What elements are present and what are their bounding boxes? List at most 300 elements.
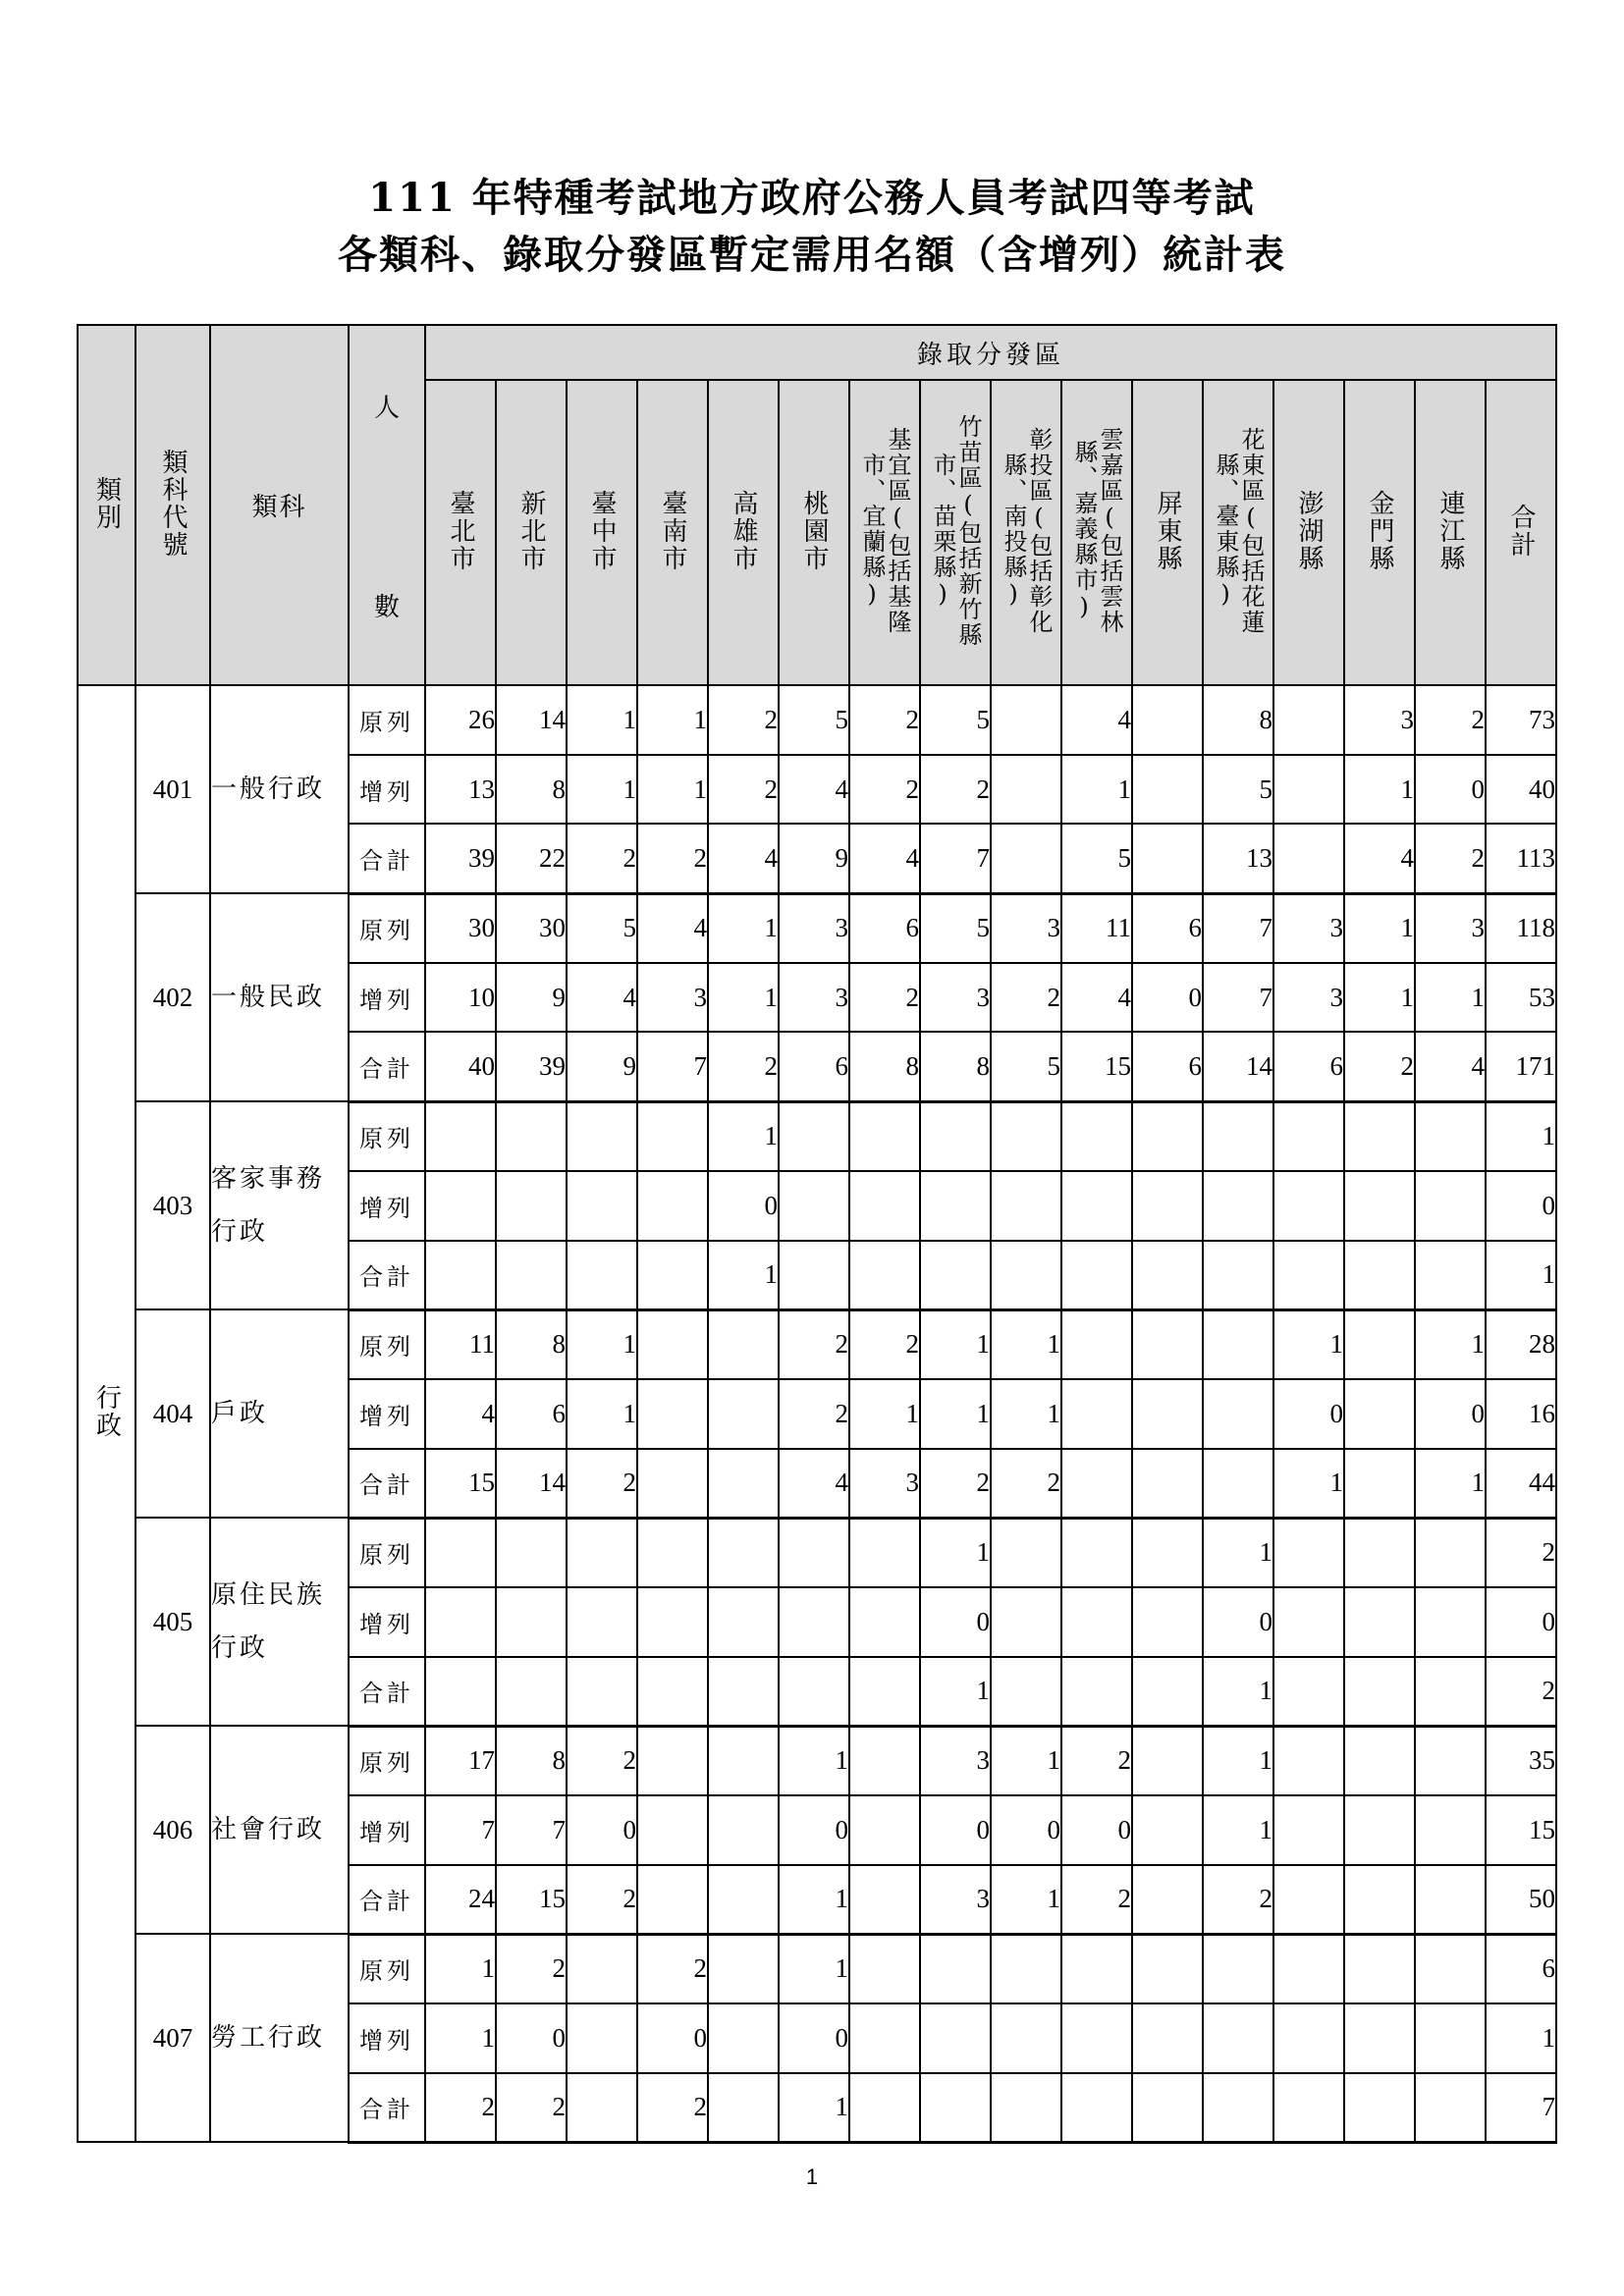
quota-cell: [1273, 1726, 1344, 1795]
quota-cell: [567, 1518, 637, 1587]
quota-cell: 1: [1344, 963, 1415, 1033]
quota-cell: [496, 1587, 567, 1657]
row-type-label: 增列: [349, 963, 425, 1033]
quota-cell: [496, 1657, 567, 1727]
quota-cell: 2: [1061, 1865, 1132, 1935]
quota-cell: [779, 1241, 849, 1310]
quota-cell: 14: [496, 1449, 567, 1519]
quota-cell: 1: [1486, 1101, 1556, 1171]
quota-cell: [1132, 1241, 1203, 1310]
header-region-label: 臺南市: [658, 489, 687, 572]
quota-cell: 2: [567, 824, 637, 893]
header-subject: 類科: [210, 325, 349, 685]
document-title-line2: 各類科、錄取分發區暫定需用名額（含增列）統計表: [338, 232, 1286, 278]
quota-cell: 2: [708, 755, 779, 825]
header-region-label: 彰投區(包括彰化縣、南投縣): [1000, 426, 1053, 635]
table-row: [78, 1518, 1556, 1587]
quota-cell: 118: [1486, 893, 1556, 963]
header-region-label: 臺北市: [446, 489, 475, 572]
quota-cell: [567, 2003, 637, 2073]
quota-cell: [1415, 1101, 1486, 1171]
header-region-6: [849, 380, 920, 685]
quota-cell: [708, 1865, 779, 1935]
row-type-label: 合計: [349, 1657, 425, 1727]
quota-cell: [637, 1587, 708, 1657]
header-region-14: [1415, 380, 1486, 685]
quota-cell: [1132, 1657, 1203, 1727]
quota-cell: [496, 1171, 567, 1241]
quota-cell: 2: [1486, 1657, 1556, 1727]
header-region-4: [708, 380, 779, 685]
quota-cell: 1: [1486, 2003, 1556, 2073]
header-code: 類科代號: [135, 325, 210, 685]
quota-cell: [567, 2073, 637, 2143]
quota-cell: 1: [849, 1379, 920, 1449]
quota-cell: [849, 1587, 920, 1657]
quota-cell: [849, 2073, 920, 2143]
quota-cell: [1061, 2073, 1132, 2143]
quota-cell: [1132, 1726, 1203, 1795]
quota-cell: [1132, 1795, 1203, 1865]
quota-cell: [567, 1171, 637, 1241]
header-region-3: [637, 380, 708, 685]
quota-cell: [1203, 1171, 1273, 1241]
quota-cell: 1: [1061, 755, 1132, 825]
quota-cell: [1132, 1449, 1203, 1519]
quota-cell: [849, 1795, 920, 1865]
header-region-label: 高雄市: [729, 489, 758, 572]
quota-cell: [1273, 1171, 1344, 1241]
quota-cell: [637, 1309, 708, 1379]
quota-cell: [1061, 2003, 1132, 2073]
quota-cell: [637, 1101, 708, 1171]
quota-cell: 4: [1415, 1032, 1486, 1101]
header-count-top: 人: [373, 393, 400, 423]
quota-cell: [567, 1101, 637, 1171]
header-region-12: [1273, 380, 1344, 685]
quota-cell: [425, 1241, 496, 1310]
quota-cell: 7: [1486, 2073, 1556, 2143]
quota-cell: 5: [1203, 755, 1273, 825]
quota-cell: 6: [1132, 893, 1203, 963]
quota-cell: 2: [425, 2073, 496, 2143]
quota-cell: 14: [496, 685, 567, 755]
quota-cell: [920, 2073, 991, 2143]
quota-cell: [637, 1379, 708, 1449]
header-region-label: 連江縣: [1435, 489, 1465, 572]
quota-cell: [849, 2003, 920, 2073]
quota-cell: 24: [425, 1865, 496, 1935]
quota-cell: 1: [425, 1934, 496, 2003]
quota-cell: 50: [1486, 1865, 1556, 1935]
row-type-label: 增列: [349, 2003, 425, 2073]
quota-cell: [779, 1657, 849, 1727]
row-type-label: 原列: [349, 685, 425, 755]
header-region-label: 新北市: [516, 489, 546, 572]
quota-cell: [991, 1171, 1061, 1241]
quota-cell: [991, 1657, 1061, 1727]
quota-cell: 1: [779, 1934, 849, 2003]
quota-cell: 30: [425, 893, 496, 963]
quota-cell: 1: [1273, 1309, 1344, 1379]
header-region-label: 桃園市: [799, 489, 829, 572]
quota-cell: [425, 1657, 496, 1727]
quota-cell: 1: [779, 2073, 849, 2143]
quota-cell: 8: [496, 755, 567, 825]
quota-cell: 2: [637, 2073, 708, 2143]
quota-cell: [991, 824, 1061, 893]
quota-cell: [708, 1657, 779, 1727]
quota-cell: 6: [1132, 1032, 1203, 1101]
quota-cell: 1: [991, 1379, 1061, 1449]
quota-cell: 1: [637, 755, 708, 825]
quota-cell: [991, 755, 1061, 825]
quota-cell: 1: [920, 1657, 991, 1727]
header-region-label: 臺中市: [587, 489, 617, 572]
quota-cell: [1344, 1518, 1415, 1587]
quota-cell: 1: [991, 1309, 1061, 1379]
category-label: 行政: [91, 1384, 122, 1440]
quota-cell: [1273, 2073, 1344, 2143]
quota-cell: [1132, 755, 1203, 825]
quota-cell: 1: [708, 963, 779, 1033]
row-type-label: 合計: [349, 1865, 425, 1935]
quota-cell: [849, 1865, 920, 1935]
quota-cell: [1203, 1379, 1273, 1449]
subject-name: 一般行政: [210, 685, 349, 893]
quota-cell: [708, 1309, 779, 1379]
quota-cell: 15: [1061, 1032, 1132, 1101]
quota-cell: [1415, 1726, 1486, 1795]
subject-name: 原住民族行政: [210, 1518, 349, 1726]
quota-cell: 39: [425, 824, 496, 893]
quota-cell: 2: [779, 1309, 849, 1379]
quota-cell: 39: [496, 1032, 567, 1101]
quota-cell: [1415, 1241, 1486, 1310]
quota-cell: 3: [1273, 963, 1344, 1033]
quota-cell: 7: [1203, 893, 1273, 963]
quota-cell: [496, 1241, 567, 1310]
quota-cell: 7: [637, 1032, 708, 1101]
quota-cell: [991, 2073, 1061, 2143]
header-region-1: [496, 380, 567, 685]
quota-cell: [779, 1518, 849, 1587]
quota-cell: 6: [1486, 1934, 1556, 2003]
quota-cell: 2: [1203, 1865, 1273, 1935]
quota-cell: 7: [496, 1795, 567, 1865]
quota-cell: 2: [849, 963, 920, 1033]
quota-cell: 5: [991, 1032, 1061, 1101]
header-region-label: 竹苗區(包括新竹縣市、苗栗縣): [929, 413, 982, 648]
quota-cell: [637, 1449, 708, 1519]
quota-cell: [849, 1518, 920, 1587]
quota-cell: [1415, 1587, 1486, 1657]
quota-cell: [496, 1101, 567, 1171]
quota-cell: 9: [779, 824, 849, 893]
quota-cell: 1: [425, 2003, 496, 2073]
header-region-9: [1061, 380, 1132, 685]
quota-cell: [1132, 2003, 1203, 2073]
quota-cell: 1: [920, 1518, 991, 1587]
quota-cell: 2: [496, 2073, 567, 2143]
quota-cell: [708, 2003, 779, 2073]
quota-cell: [1344, 1587, 1415, 1657]
quota-cell: [991, 1101, 1061, 1171]
header-region-label: 雲嘉區(包括雲林縣、嘉義縣市): [1070, 426, 1123, 635]
subject-name: 客家事務行政: [210, 1101, 349, 1309]
quota-cell: 2: [637, 824, 708, 893]
quota-cell: [1415, 1518, 1486, 1587]
quota-cell: 1: [920, 1379, 991, 1449]
quota-cell: [991, 1241, 1061, 1310]
quota-cell: 2: [567, 1449, 637, 1519]
quota-cell: 2: [920, 1449, 991, 1519]
table-row: [78, 1101, 1556, 1171]
quota-cell: [1203, 1309, 1273, 1379]
quota-cell: [920, 1241, 991, 1310]
quota-cell: [779, 1171, 849, 1241]
row-type-label: 合計: [349, 1449, 425, 1519]
quota-cell: 8: [496, 1309, 567, 1379]
quota-cell: 3: [779, 893, 849, 963]
header-region-11: [1203, 380, 1273, 685]
page-number: 1: [805, 2164, 819, 2189]
quota-cell: 26: [425, 685, 496, 755]
quota-cell: [1061, 1587, 1132, 1657]
quota-cell: [637, 1518, 708, 1587]
quota-cell: [1273, 1657, 1344, 1727]
quota-cell: 4: [1061, 963, 1132, 1033]
quota-cell: 2: [849, 1309, 920, 1379]
quota-cell: 40: [1486, 755, 1556, 825]
quota-cell: 2: [849, 755, 920, 825]
quota-cell: [1415, 1657, 1486, 1727]
quota-cell: [708, 1795, 779, 1865]
quota-cell: 30: [496, 893, 567, 963]
quota-cell: 0: [708, 1171, 779, 1241]
quota-cell: [1203, 1449, 1273, 1519]
quota-cell: [1415, 1795, 1486, 1865]
header-region-13: [1344, 380, 1415, 685]
quota-cell: [1203, 1241, 1273, 1310]
row-type-label: 合計: [349, 2073, 425, 2143]
quota-cell: [1415, 1171, 1486, 1241]
quota-cell: 3: [1415, 893, 1486, 963]
quota-cell: 1: [708, 1241, 779, 1310]
quota-cell: [1132, 1587, 1203, 1657]
quota-cell: 3: [779, 963, 849, 1033]
quota-cell: [920, 2003, 991, 2073]
quota-cell: 6: [779, 1032, 849, 1101]
quota-cell: 3: [991, 893, 1061, 963]
header-region-0: [425, 380, 496, 685]
quota-cell: [920, 1171, 991, 1241]
quota-cell: [637, 1795, 708, 1865]
quota-cell: [1344, 1449, 1415, 1519]
quota-cell: [849, 1657, 920, 1727]
quota-cell: 0: [1203, 1587, 1273, 1657]
quota-cell: 1: [1344, 755, 1415, 825]
quota-cell: [1132, 1379, 1203, 1449]
quota-cell: 1: [1344, 893, 1415, 963]
quota-cell: 2: [779, 1379, 849, 1449]
quota-cell: 28: [1486, 1309, 1556, 1379]
quota-cell: 0: [920, 1795, 991, 1865]
quota-cell: [1132, 824, 1203, 893]
quota-cell: 13: [1203, 824, 1273, 893]
quota-cell: [1061, 1657, 1132, 1727]
quota-cell: 11: [1061, 893, 1132, 963]
quota-cell: [1132, 1171, 1203, 1241]
quota-cell: 2: [1344, 1032, 1415, 1101]
quota-cell: 4: [1061, 685, 1132, 755]
quota-cell: 3: [637, 963, 708, 1033]
quota-cell: 2: [991, 963, 1061, 1033]
category-cell: [78, 685, 135, 2142]
quota-cell: [1273, 1865, 1344, 1935]
quota-cell: 1: [1203, 1518, 1273, 1587]
quota-cell: [1344, 2073, 1415, 2143]
quota-cell: 1: [1415, 963, 1486, 1033]
quota-cell: 1: [567, 1379, 637, 1449]
row-type-label: 原列: [349, 1518, 425, 1587]
quota-cell: 8: [1203, 685, 1273, 755]
quota-cell: 1: [567, 685, 637, 755]
quota-cell: 10: [425, 963, 496, 1033]
table-row: [78, 1309, 1556, 1379]
header-region-label: 花東區(包括花蓮縣、臺東縣): [1212, 426, 1265, 635]
quota-cell: 113: [1486, 824, 1556, 893]
quota-cell: 73: [1486, 685, 1556, 755]
quota-cell: 3: [920, 1726, 991, 1795]
quota-cell: 2: [920, 755, 991, 825]
quota-cell: [1344, 1934, 1415, 2003]
quota-cell: 1: [567, 1309, 637, 1379]
row-type-label: 合計: [349, 1032, 425, 1101]
header-region-8: [991, 380, 1061, 685]
quota-cell: 1: [1203, 1726, 1273, 1795]
header-count-bottom: 數: [373, 592, 400, 622]
header-region-5: [779, 380, 849, 685]
quota-cell: [425, 1171, 496, 1241]
quota-cell: 2: [1415, 824, 1486, 893]
table-row: [78, 1726, 1556, 1795]
quota-cell: 2: [708, 1032, 779, 1101]
quota-cell: [567, 1934, 637, 2003]
table-row: [78, 685, 1556, 755]
quota-cell: [1273, 1518, 1344, 1587]
quota-cell: [1273, 1587, 1344, 1657]
quota-cell: 8: [920, 1032, 991, 1101]
quota-cell: [920, 1934, 991, 2003]
quota-cell: 44: [1486, 1449, 1556, 1519]
row-type-label: 合計: [349, 824, 425, 893]
quota-cell: [1344, 1241, 1415, 1310]
quota-cell: [991, 685, 1061, 755]
quota-cell: 15: [496, 1865, 567, 1935]
quota-cell: [1132, 685, 1203, 755]
quota-cell: [1132, 2073, 1203, 2143]
quota-cell: [1061, 1101, 1132, 1171]
document-title-line1: 111 年特種考試地方政府公務人員考試四等考試: [368, 175, 1256, 221]
quota-cell: [849, 1171, 920, 1241]
quota-cell: [1344, 1865, 1415, 1935]
quota-cell: 35: [1486, 1726, 1556, 1795]
quota-table: [77, 324, 1557, 2144]
quota-cell: 4: [849, 824, 920, 893]
quota-cell: 15: [425, 1449, 496, 1519]
quota-cell: [1273, 685, 1344, 755]
quota-cell: [637, 1171, 708, 1241]
table-row: [78, 893, 1556, 963]
subject-name: 一般民政: [210, 893, 349, 1101]
quota-cell: 1: [1203, 1657, 1273, 1727]
quota-cell: 0: [1273, 1379, 1344, 1449]
quota-cell: [1273, 1101, 1344, 1171]
quota-cell: 0: [920, 1587, 991, 1657]
quota-cell: [637, 1726, 708, 1795]
quota-cell: [1203, 1934, 1273, 2003]
subject-code: 402: [135, 893, 210, 1101]
quota-cell: [637, 1657, 708, 1727]
quota-cell: 3: [1344, 685, 1415, 755]
quota-cell: 3: [920, 963, 991, 1033]
quota-cell: 8: [496, 1726, 567, 1795]
quota-cell: [991, 1587, 1061, 1657]
quota-cell: 1: [1415, 1309, 1486, 1379]
header-region-group: 錄取分發區: [425, 325, 1556, 380]
quota-cell: [1344, 1726, 1415, 1795]
header-region-10: [1132, 380, 1203, 685]
quota-cell: 0: [1415, 755, 1486, 825]
quota-cell: 2: [567, 1865, 637, 1935]
quota-cell: [1344, 1101, 1415, 1171]
quota-cell: [637, 1241, 708, 1310]
quota-cell: [920, 1101, 991, 1171]
row-type-label: 合計: [349, 1241, 425, 1310]
header-count: [349, 325, 425, 685]
quota-cell: 4: [779, 1449, 849, 1519]
quota-cell: [1273, 824, 1344, 893]
quota-cell: 1: [1415, 1449, 1486, 1519]
quota-cell: 14: [1203, 1032, 1273, 1101]
quota-cell: [1415, 2073, 1486, 2143]
quota-cell: 17: [425, 1726, 496, 1795]
quota-cell: 13: [425, 755, 496, 825]
quota-cell: [1273, 1795, 1344, 1865]
quota-cell: [1273, 1934, 1344, 2003]
quota-cell: [1344, 1657, 1415, 1727]
quota-cell: [708, 1518, 779, 1587]
table-body: [78, 685, 1556, 2142]
row-type-label: 增列: [349, 1171, 425, 1241]
quota-cell: [849, 1101, 920, 1171]
quota-cell: 6: [1273, 1032, 1344, 1101]
quota-cell: 0: [496, 2003, 567, 2073]
quota-cell: [1132, 1934, 1203, 2003]
table-row: [78, 1934, 1556, 2003]
quota-cell: 4: [779, 755, 849, 825]
quota-cell: [1132, 1309, 1203, 1379]
quota-cell: 2: [1061, 1726, 1132, 1795]
row-type-label: 原列: [349, 1726, 425, 1795]
quota-cell: [1132, 1518, 1203, 1587]
quota-cell: 1: [1486, 1241, 1556, 1310]
quota-cell: 2: [567, 1726, 637, 1795]
quota-cell: [991, 1518, 1061, 1587]
quota-cell: 4: [425, 1379, 496, 1449]
subject-code: 404: [135, 1309, 210, 1518]
